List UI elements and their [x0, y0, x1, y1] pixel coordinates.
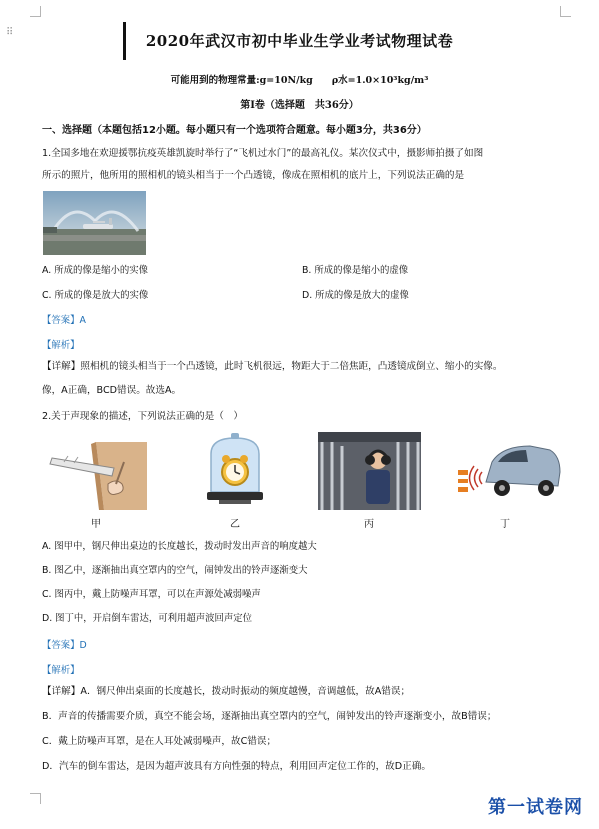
- q1-stem-line1: 1.全国多地在欢迎援鄂抗疫英雄凯旋时举行了“飞机过水门”的最高礼仪。某次仪式中，摄影师拍摄了如图: [42, 148, 484, 159]
- drag-handle-icon[interactable]: ⠿: [6, 27, 15, 38]
- q2-detail-d: D．汽车的倒车雷达，是因为超声波具有方向性强的特点，利用回声定位工作的，故D正确。: [42, 761, 431, 772]
- crop-mark-top-left: [30, 6, 41, 17]
- q1-detail-line2: 像，A正确，BCD错误。故选A。: [42, 385, 182, 396]
- q1-option-c: C. 所成的像是放大的实像: [42, 290, 149, 301]
- section-heading: 一、选择题（本题包括12小题。每小题只有一个选项符合题意。每小题3分，共36分）: [42, 125, 427, 136]
- exam-title: 2020年武汉市初中毕业生学业考试物理试卷: [145, 32, 454, 50]
- part-heading: 第Ⅰ卷（选择题 共36分）: [240, 100, 359, 111]
- ruler-on-desk-image: [44, 432, 147, 510]
- q2-analysis-label: 【解析】: [42, 665, 80, 676]
- q1-option-a: A. 所成的像是缩小的实像: [42, 265, 148, 276]
- image-caption-bing: 丙: [364, 519, 374, 530]
- q2-detail-a: 【详解】A．钢尺伸出桌面的长度越长，拨动时振动的频度越慢，音调越低，故A错误；: [42, 686, 411, 697]
- q2-option-c: C. 图丙中，戴上防噪声耳罩，可以在声源处减弱噪声: [42, 589, 261, 600]
- q1-option-b: B. 所成的像是缩小的虚像: [302, 265, 409, 276]
- image-caption-ding: 丁: [500, 519, 510, 530]
- q2-answer: 【答案】D: [42, 640, 87, 651]
- q2-option-d: D. 图丁中，开启倒车雷达，可利用超声波回声定位: [42, 613, 253, 624]
- image-caption-jia: 甲: [91, 519, 101, 530]
- q1-answer: 【答案】A: [42, 315, 86, 326]
- constants-line: 可能用到的物理常量:g=10N/kg ρ水=1.0×10³kg/m³: [170, 75, 429, 86]
- q1-analysis-label: 【解析】: [42, 340, 80, 351]
- q1-detail-line1: 【详解】照相机的镜头相当于一个凸透镜，此时飞机很远，物距大于二倍焦距，凸透镜成倒立、缩小的实像。: [42, 361, 503, 372]
- q2-option-a: A. 图甲中，钢尺伸出桌边的长度越长，拨动时发出声音的响度越大: [42, 541, 317, 552]
- q2-stem: 2.关于声现象的描述，下列说法正确的是（ ）: [42, 411, 244, 422]
- image-caption-yi: 乙: [230, 519, 240, 530]
- airplane-water-salute-photo: [43, 191, 146, 255]
- watermark-logo: 第一试卷网: [488, 797, 583, 818]
- q2-detail-c: C．戴上防噪声耳罩，是在人耳处减弱噪声，故C错误；: [42, 736, 277, 747]
- q2-detail-b: B．声音的传播需要介质，真空不能会场，逐渐抽出真空罩内的空气，闹钟发出的铃声逐渐变小，故B错误；: [42, 711, 497, 722]
- car-reversing-radar-image: [452, 432, 562, 510]
- factory-worker-earmuffs-photo: [318, 432, 421, 510]
- crop-mark-bottom-left: [30, 793, 41, 804]
- bell-jar-alarm-clock-image: [203, 432, 267, 510]
- q2-option-b: B. 图乙中，逐渐抽出真空罩内的空气，闹钟发出的铃声逐渐变大: [42, 565, 308, 576]
- q1-option-d: D. 所成的像是放大的虚像: [302, 290, 409, 301]
- q1-stem-line2: 所示的照片，他所用的照相机的镜头相当于一个凸透镜，像成在照相机的底片上，下列说法正确的是: [42, 170, 465, 181]
- crop-mark-top-right: [560, 6, 571, 17]
